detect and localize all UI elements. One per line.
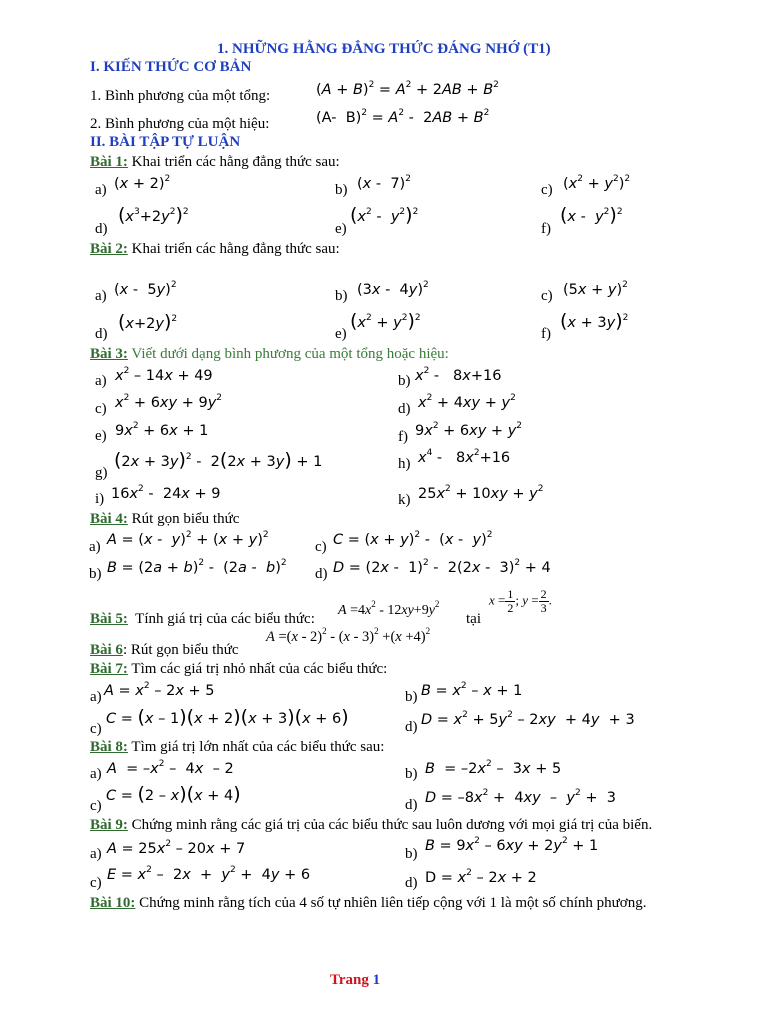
math-expr: $9x^2 + 6xy + y^2$ <box>415 421 523 439</box>
item-label: b) <box>405 766 418 782</box>
math-expr: $(5x + y)^2$ <box>563 280 628 298</box>
math-expr: $x^2 + 6xy + 9y^2$ <box>115 393 223 411</box>
section-heading-theory: I. KIẾN THỨC CƠ BẢN <box>90 59 252 75</box>
page-footer <box>330 973 380 988</box>
item-label: f) <box>398 429 408 445</box>
page-word: Trang <box>330 972 369 988</box>
math-expr: $B = (2a + b)^2 - (2a - b)^2$ <box>107 558 287 576</box>
item-label: e) <box>335 221 347 237</box>
exercise-10-heading <box>90 896 646 911</box>
exercise-2-title: Bài 2: <box>90 241 128 257</box>
math-expr: D = (2x - 1)$^2$ - 2(2x - 3)$^2$ + 4 <box>333 558 551 576</box>
math-expr: $(x^2 + y^2)^2$ <box>350 310 421 332</box>
exercise-5-text: Tính giá trị của các biểu thức: <box>135 611 315 627</box>
item-label: b) <box>89 566 102 582</box>
item-label: d) <box>405 719 418 735</box>
item-label: i) <box>95 491 105 507</box>
exercise-4-text: Rút gọn biểu thức <box>131 511 240 527</box>
item-label: b) <box>335 288 348 304</box>
math-expr: $(x + 3y)^2$ <box>560 310 629 332</box>
math-expr: $(x - y^2)^2$ <box>560 204 623 226</box>
exercise-7-heading <box>90 662 387 677</box>
item-label: a) <box>95 288 107 304</box>
exercise-10-text: Chứng minh rằng tích của 4 số tự nhiên liên tiếp cộng với 1 là một số chính phương. <box>139 895 647 911</box>
math-expr: $(x^3+2y^2)^2$ <box>118 204 189 226</box>
item-label: a) <box>89 539 101 555</box>
theory-label-1: 1. Bình phương của một tổng: <box>90 88 271 104</box>
exercise-7-text: Tìm các giá trị nhỏ nhất của các biểu thức: <box>131 661 388 677</box>
exercise-6-text: : Rút gọn biểu thức <box>122 642 239 658</box>
math-expr: $x^2 - 14x + 49$ <box>115 366 213 384</box>
math-expr: $B = 9x^2 - 6xy + 2y^2 + 1$ <box>425 836 599 854</box>
item-label: a) <box>90 846 102 862</box>
item-label: c) <box>541 182 553 198</box>
math-expr: $A = 25x^2 - 20x + 7$ <box>107 839 246 857</box>
item-label: e) <box>335 326 347 342</box>
exercise-8-title: Bài 8: <box>90 739 128 755</box>
exercise-2-text: Khai triển các hằng đẳng thức sau: <box>131 241 340 257</box>
math-expr: (x - 5y)$^2$ <box>114 280 177 298</box>
item-label: d) <box>95 326 108 342</box>
item-label: c) <box>315 539 327 555</box>
math-expr: $(x^2 - y^2)^2$ <box>350 204 419 226</box>
theory-formula-2: (A- $B)^2 = A^2 - 2AB + B^2$ <box>316 108 490 126</box>
math-expr: $(x+2y)^2$ <box>118 311 178 333</box>
math-expr: $D = x^2 + 5y^2 - 2xy + 4y + 3$ <box>421 710 635 728</box>
exercise-2-heading <box>90 242 340 257</box>
math-expr: $C = (x + y)^2 - (x - y)^2$ <box>333 530 493 548</box>
exercise-7-title: Bài 7: <box>90 661 128 677</box>
exercise-9-heading <box>90 818 652 833</box>
item-label: a) <box>95 182 107 198</box>
math-expr: $D = x^2 - 2x + 2$ <box>425 868 537 886</box>
item-label: c) <box>95 401 107 417</box>
item-label: b) <box>405 689 418 705</box>
exercise-3-title: Bài 3: <box>90 346 128 362</box>
item-label: d) <box>398 401 411 417</box>
exercise-5-heading <box>90 612 315 627</box>
exercise-8-heading <box>90 740 384 755</box>
item-label: g) <box>95 465 108 481</box>
item-label: c) <box>90 875 102 891</box>
math-expr: $B = -2x^2 - 3x + 5$ <box>425 759 562 777</box>
item-label: c) <box>541 288 553 304</box>
theory-label-2: 2. Bình phương của một hiệu: <box>90 116 270 132</box>
item-label: f) <box>541 221 551 237</box>
section-heading-exercises: II. BÀI TẬP TỰ LUẬN <box>90 134 241 150</box>
page-title: 1. NHỮNG HẰNG ĐẲNG THỨC ĐÁNG NHỚ (T1) <box>217 41 551 57</box>
item-label: b) <box>335 182 348 198</box>
exercise-4-title: Bài 4: <box>90 511 128 527</box>
item-label: a) <box>90 766 102 782</box>
item-label: e) <box>95 428 107 444</box>
exercise-8-text: Tìm giá trị lớn nhất của các biểu thức sau: <box>131 739 385 755</box>
math-expr: $16x^2 - 24x + 9$ <box>111 484 221 502</box>
exercise-5-at: tại <box>466 611 481 627</box>
math-expr: $(x^2 + y^2)^2$ <box>563 174 631 192</box>
math-expr: (3x - 4y)$^2$ <box>357 280 429 298</box>
exercise-1-heading <box>90 155 340 170</box>
math-expr: $A = -x^2 - 4x - 2$ <box>107 759 234 777</box>
item-label: f) <box>541 326 551 342</box>
item-label: b) <box>398 373 411 389</box>
math-expr: x = $\frac{1}{2}$ ; y = $\frac{2}{3}$ . <box>489 587 552 616</box>
exercise-1-title: Bài 1: <box>90 154 128 170</box>
math-expr: $A =(x - 2)^2 - (x - 3)^2 +(x +4)^2$ <box>266 626 431 645</box>
exercise-10-title: Bài 10: <box>90 895 136 911</box>
math-expr: $9x^2 + 6x + 1$ <box>115 421 209 439</box>
math-expr: $D = -8x^2 + 4xy - y^2 + 3$ <box>425 788 616 806</box>
math-expr: $(x + 2)^2$ <box>114 174 171 192</box>
item-label: a) <box>90 689 102 705</box>
item-label: d) <box>315 566 328 582</box>
exercise-9-title: Bài 9: <box>90 817 128 833</box>
exercise-5-title: Bài 5: <box>90 611 128 627</box>
math-expr: C = (2 – x)(x + 4) <box>106 783 241 805</box>
math-expr: $(2x + 3y)^2 - 2(2x + 3y) + 1$ <box>114 449 323 471</box>
math-expr: $x^4 - 8x^2+16$ <box>418 448 511 466</box>
math-expr: $25x^2 + 10xy + y^2$ <box>418 484 544 502</box>
math-expr: $x^2 - 8x+16$ <box>415 366 502 384</box>
item-label: k) <box>398 492 411 508</box>
math-expr: $B = x^2 - x + 1$ <box>421 681 523 699</box>
theory-formula-1: $(A + B)^2 = A^2 + 2AB + B^2$ <box>316 80 499 98</box>
item-label: c) <box>90 721 102 737</box>
math-expr: $E = x^2 - 2x + y^2 + 4y + 6$ <box>107 865 311 883</box>
item-label: d) <box>405 797 418 813</box>
item-label: b) <box>405 846 418 862</box>
exercise-3-text: Viết dưới dạng bình phương của một tổng hoặc hiệu: <box>131 346 449 362</box>
item-label: h) <box>398 456 411 472</box>
exercise-4-heading <box>90 512 239 527</box>
math-expr: $A = (x - y)^2 + (x + y)^2$ <box>107 530 269 548</box>
exercise-6-title: Bài 6 <box>90 642 123 658</box>
item-label: d) <box>95 221 108 237</box>
exercise-6-heading <box>90 643 239 658</box>
math-expr: $x^2 + 4xy + y^2$ <box>418 393 516 411</box>
exercise-9-text: Chứng minh rằng các giá trị của các biểu thức sau luôn dương với mọi giá trị của biến. <box>131 817 653 833</box>
page-number: 1 <box>372 972 381 988</box>
math-expr: C = (x – 1)(x + 2)(x + 3)(x + 6) <box>106 706 349 728</box>
math-expr: $A =4x^2 - 12xy+9y^2$ <box>338 599 440 618</box>
exercise-3-heading <box>90 347 449 362</box>
item-label: a) <box>95 373 107 389</box>
item-label: c) <box>90 798 102 814</box>
item-label: d) <box>405 875 418 891</box>
math-expr: (x - 7)$^2$ <box>357 174 411 192</box>
exercise-1-text: Khai triển các hằng đẳng thức sau: <box>131 154 340 170</box>
math-expr: $A = x^2 - 2x + 5$ <box>104 681 215 699</box>
